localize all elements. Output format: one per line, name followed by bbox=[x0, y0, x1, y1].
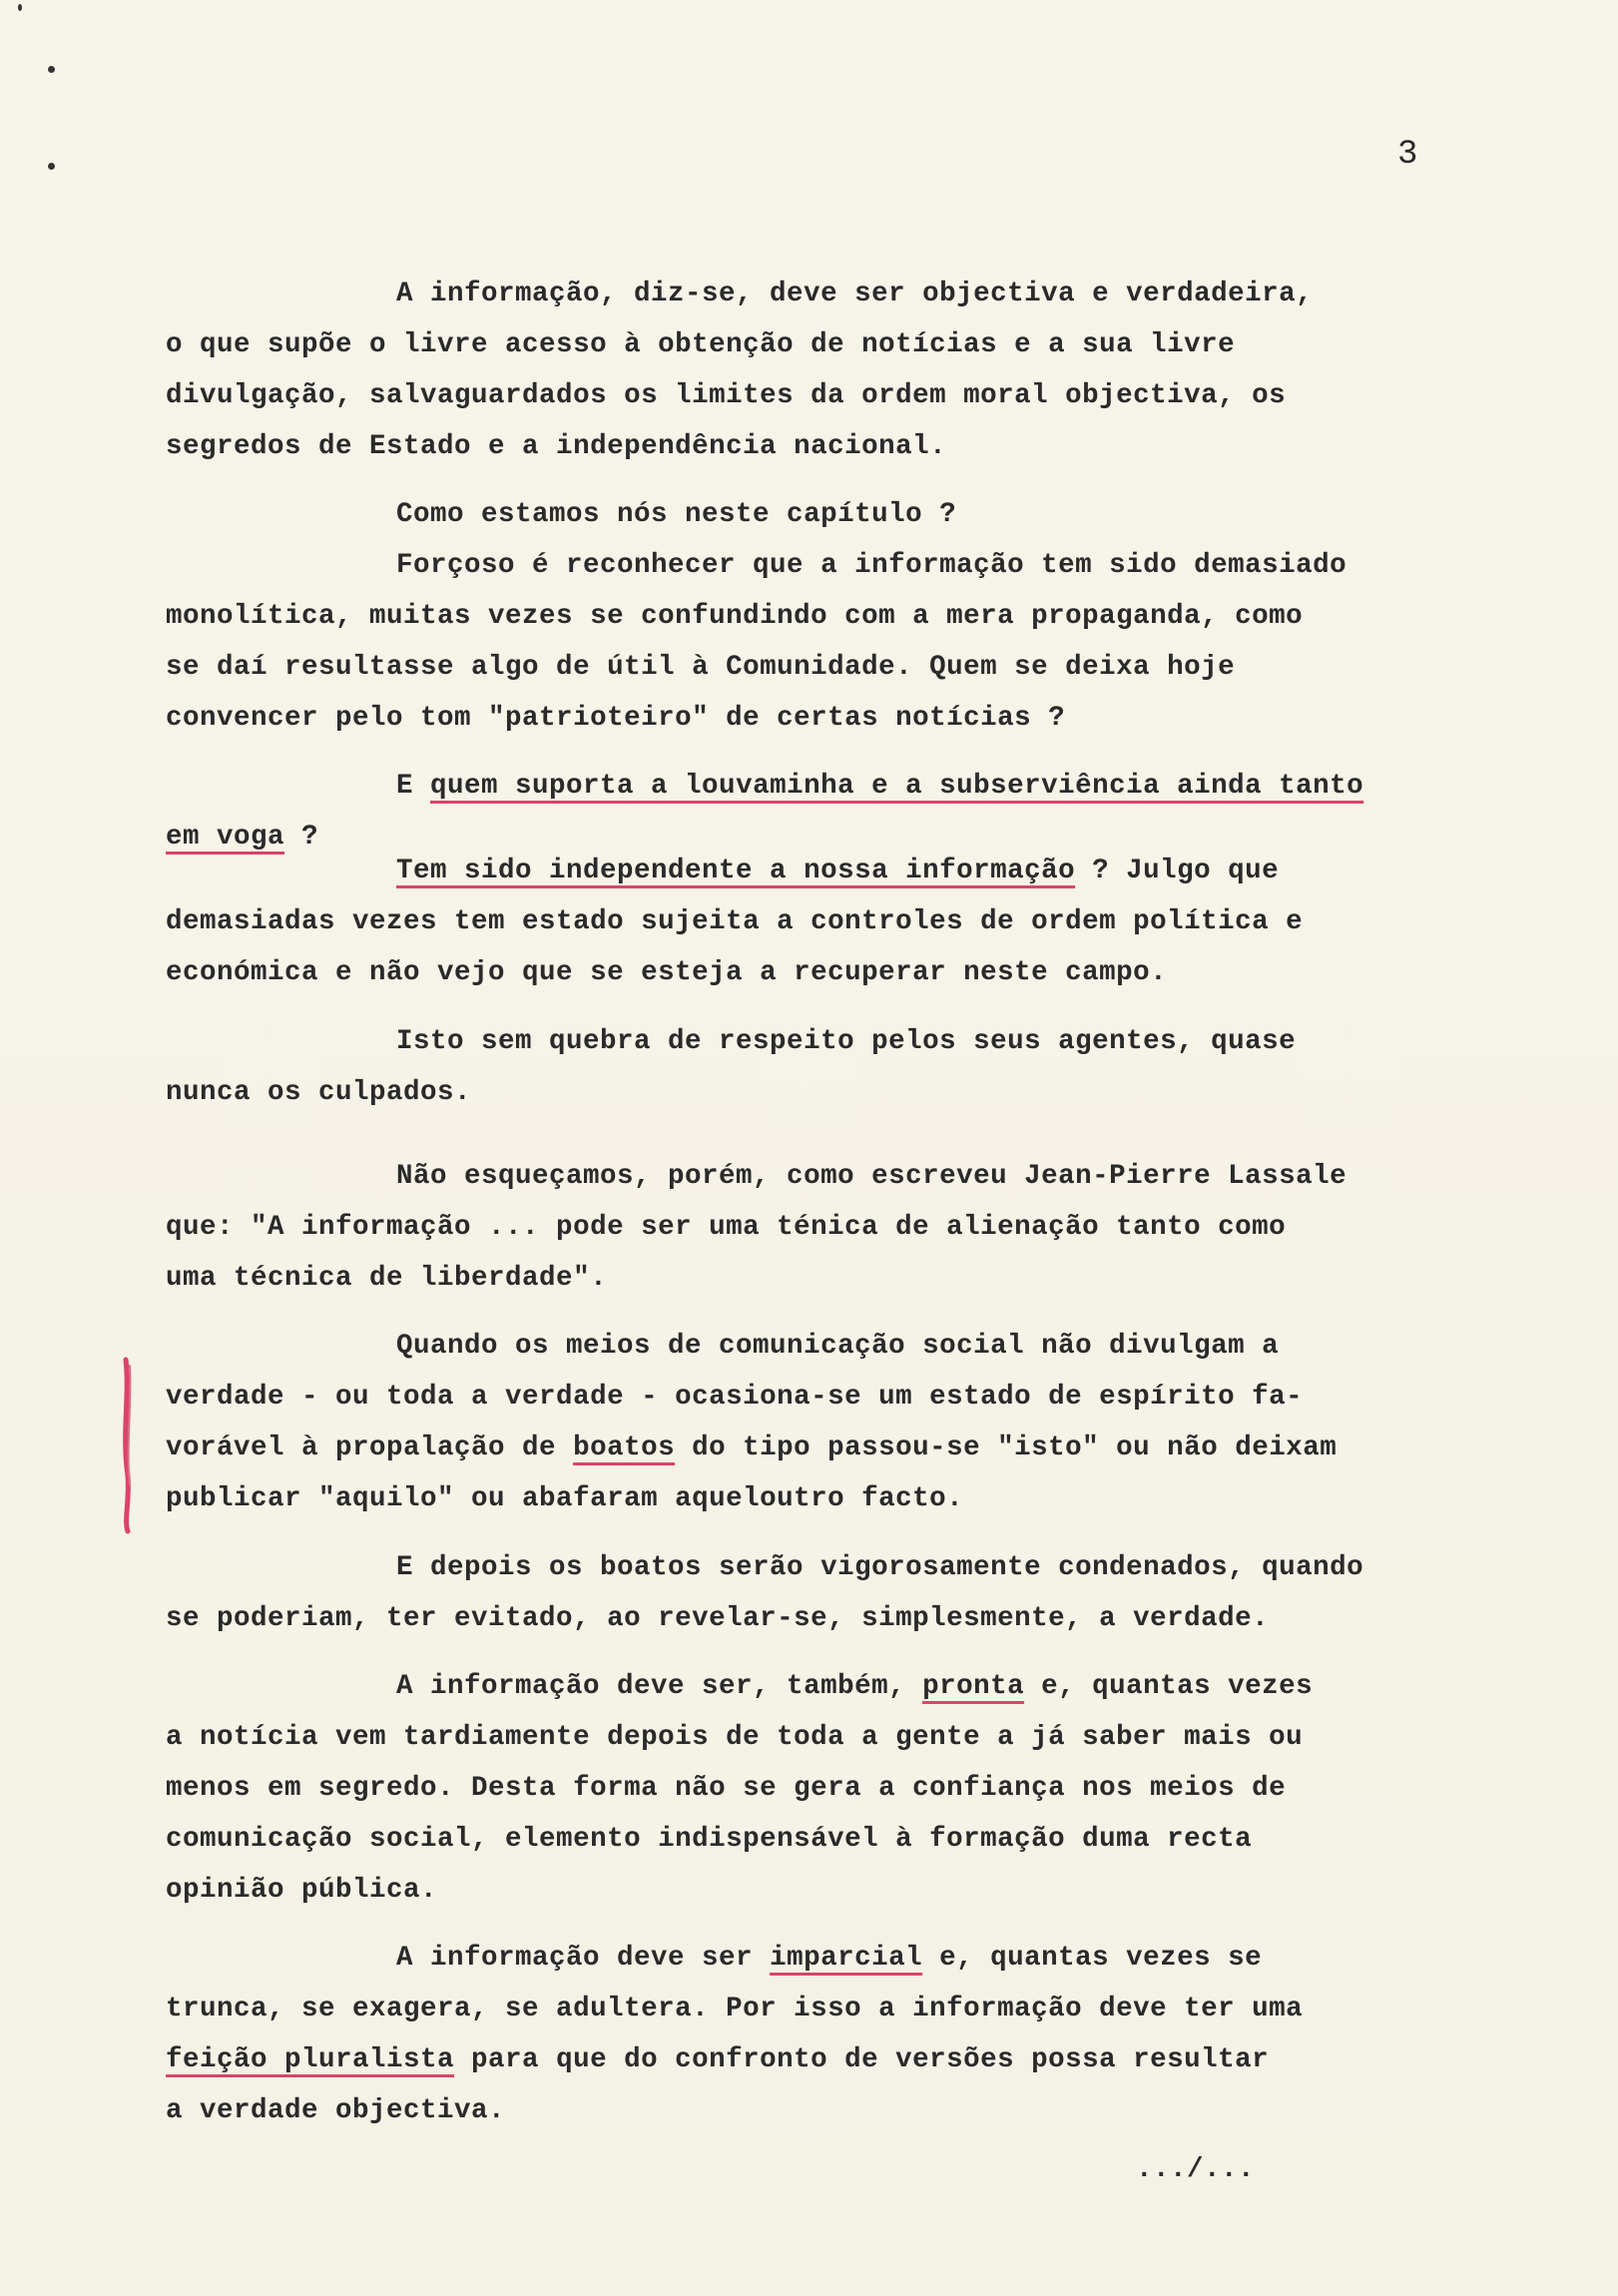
text-line: A informação deve ser, também, pronta e, quantas vezes bbox=[396, 1671, 1314, 1702]
text-line: Como estamos nós neste capítulo ? bbox=[396, 499, 957, 530]
red-underline: em voga bbox=[166, 822, 285, 853]
red-underline: quem suporta a louvaminha e a subserviência ainda tanto bbox=[430, 771, 1364, 802]
binding-hole-mark bbox=[18, 4, 22, 11]
text-line: uma técnica de liberdade". bbox=[166, 1263, 608, 1294]
text-line: feição pluralista para que do confronto de versões possa resultar bbox=[166, 2044, 1270, 2075]
text-line: Não esqueçamos, porém, como escreveu Jean-Pierre Lassale bbox=[396, 1161, 1348, 1192]
text-line: menos em segredo. Desta forma não se gera a confiança nos meios de bbox=[166, 1773, 1287, 1804]
text-line: convencer pelo tom "patrioteiro" de certas notícias ? bbox=[166, 703, 1066, 734]
text-line: que: "A informação ... pode ser uma ténica de alienação tanto como bbox=[166, 1212, 1287, 1243]
text-line: se daí resultasse algo de útil à Comunidade. Quem se deixa hoje bbox=[166, 652, 1236, 683]
text-line: a notícia vem tardiamente depois de toda a gente a já saber mais ou bbox=[166, 1722, 1304, 1753]
text-line: opinião pública. bbox=[166, 1875, 438, 1906]
text-line: em voga ? bbox=[166, 822, 319, 853]
page-number: 3 bbox=[1397, 136, 1418, 174]
text-line: a verdade objectiva. bbox=[166, 2095, 506, 2126]
continuation-mark: .../... bbox=[1136, 2154, 1256, 2185]
text-line: Quando os meios de comunicação social não divulgam a bbox=[396, 1331, 1280, 1362]
red-margin-bracket bbox=[112, 1356, 142, 1535]
binding-hole-mark bbox=[48, 163, 55, 170]
text-line: A informação, diz-se, deve ser objectiva e verdadeira, bbox=[396, 279, 1314, 309]
text-line: Isto sem quebra de respeito pelos seus agentes, quase bbox=[396, 1026, 1297, 1057]
text-line: o que supõe o livre acesso à obtenção de notícias e a sua livre bbox=[166, 329, 1236, 360]
text-line: económica e não vejo que se esteja a recuperar neste campo. bbox=[166, 957, 1168, 988]
text-line: se poderiam, ter evitado, ao revelar-se, simplesmente, a verdade. bbox=[166, 1603, 1270, 1634]
text-line: segredos de Estado e a independência nacional. bbox=[166, 431, 947, 462]
red-underline: Tem sido independente a nossa informação bbox=[396, 856, 1076, 886]
text-line: Tem sido independente a nossa informação ? Julgo que bbox=[396, 856, 1280, 886]
text-line: nunca os culpados. bbox=[166, 1077, 472, 1108]
text-line: vorável à propalação de boatos do tipo passou-se "isto" ou não deixam bbox=[166, 1433, 1338, 1463]
text-line: Forçoso é reconhecer que a informação tem sido demasiado bbox=[396, 550, 1348, 581]
text-line: verdade - ou toda a verdade - ocasiona-se um estado de espírito fa- bbox=[166, 1382, 1304, 1413]
text-line: A informação deve ser imparcial e, quantas vezes se bbox=[396, 1943, 1263, 1974]
red-underline: imparcial bbox=[770, 1943, 923, 1974]
text-line: E quem suporta a louvaminha e a subserviência ainda tanto bbox=[396, 771, 1364, 802]
red-underline: feição pluralista bbox=[166, 2044, 455, 2075]
text-line: trunca, se exagera, se adultera. Por isso a informação deve ter uma bbox=[166, 1994, 1304, 2024]
text-line: publicar "aquilo" ou abafaram aqueloutro facto. bbox=[166, 1483, 964, 1514]
text-line: comunicação social, elemento indispensável à formação duma recta bbox=[166, 1824, 1253, 1855]
text-line: E depois os boatos serão vigorosamente condenados, quando bbox=[396, 1552, 1364, 1583]
text-line: monolítica, muitas vezes se confundindo com a mera propaganda, como bbox=[166, 601, 1304, 632]
red-underline: boatos bbox=[573, 1433, 676, 1463]
binding-hole-mark bbox=[48, 66, 55, 73]
red-underline: pronta bbox=[922, 1671, 1025, 1702]
text-line: divulgação, salvaguardados os limites da ordem moral objectiva, os bbox=[166, 380, 1287, 411]
text-line: demasiadas vezes tem estado sujeita a controles de ordem política e bbox=[166, 906, 1304, 937]
